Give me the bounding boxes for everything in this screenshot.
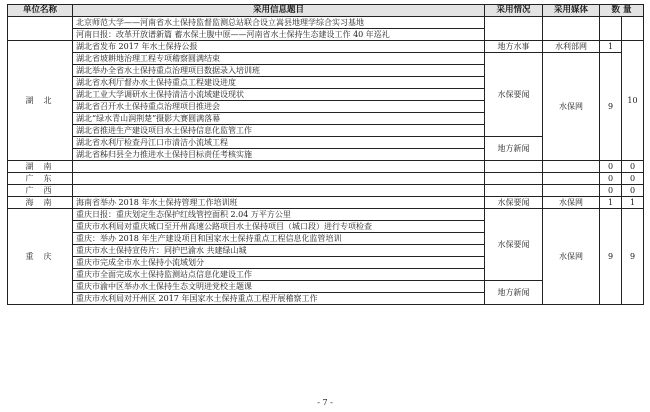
info-table xyxy=(7,4,644,305)
count-cell: 1 xyxy=(600,197,622,209)
title-cell: 重庆市渝中区举办水土保持生态文明进党校主题课 xyxy=(73,281,485,293)
title-cell xyxy=(73,161,485,173)
title-cell: 湖北省推进生产建设项目水土保持信息化监管工作 xyxy=(73,125,485,137)
table-row xyxy=(8,161,644,173)
media-cell: 水保网 xyxy=(543,209,600,305)
title-cell: 湖北省秭归县全力推进水土保持目标责任考核实施 xyxy=(73,149,485,161)
title-cell: 河南日报：改革开放谱新篇 蓄水保土腹中原——河南省水土保持生态建设工作 40 年巡礼 xyxy=(73,29,485,41)
table-row xyxy=(8,41,644,53)
situation-cell xyxy=(485,173,543,185)
media-cell xyxy=(543,173,600,185)
title-cell: 湖北省发布 2017 年水土保持公报 xyxy=(73,41,485,53)
header-unit: 单位名称 xyxy=(8,5,73,17)
header-media: 采用媒体 xyxy=(543,5,600,17)
situation-cell: 地方新闻 xyxy=(485,137,543,161)
count-cell: 9 xyxy=(600,53,622,161)
title-cell: 湖北省水利厅督办水土保持重点工程建设进度 xyxy=(73,77,485,89)
count-cell xyxy=(600,17,622,41)
total-cell: 0 xyxy=(622,173,644,185)
media-cell xyxy=(543,185,600,197)
unit-cell-guangdong: 广东 xyxy=(8,173,73,185)
header-situation: 采用情况 xyxy=(485,5,543,17)
title-cell: 北京师范大学——河南省水土保持监督监测总站联合设立嵩县地理学综合实习基地 xyxy=(73,17,485,29)
title-cell: 湖北省坡耕地治理工程专项稽察圆满结束 xyxy=(73,53,485,65)
title-cell: 重庆市全面完成水土保持监测站点信息化建设工作 xyxy=(73,269,485,281)
title-cell: 重庆市完成全市水土保持小流域划分 xyxy=(73,257,485,269)
total-cell: 0 xyxy=(622,161,644,173)
table-row xyxy=(8,173,644,185)
situation-cell: 水保要闻 xyxy=(485,197,543,209)
title-cell: 重庆市水利局对重庆城口至开州高速公路项目水土保持项目（城口段）进行专项检查 xyxy=(73,221,485,233)
unit-cell-guangxi: 广西 xyxy=(8,185,73,197)
title-cell: 重庆日报：重庆划定生态保护红线管控面积 2.04 万平方公里 xyxy=(73,209,485,221)
unit-cell-hubei: 湖北 xyxy=(8,41,73,161)
total-cell: 0 xyxy=(622,185,644,197)
situation-cell: 水保要闻 xyxy=(485,209,543,281)
title-cell: 重庆市水利局对开州区 2017 年国家水土保持重点工程开展稽察工作 xyxy=(73,293,485,305)
header-row xyxy=(8,5,644,17)
count-cell: 1 xyxy=(600,41,622,53)
total-cell xyxy=(622,17,644,41)
situation-cell: 地方水事 xyxy=(485,41,543,53)
unit-cell-chongqing: 重庆 xyxy=(8,209,73,305)
situation-cell xyxy=(485,17,543,41)
title-cell xyxy=(73,185,485,197)
title-cell xyxy=(73,173,485,185)
media-cell xyxy=(543,17,600,41)
situation-cell: 水保要闻 xyxy=(485,53,543,137)
title-cell: 湖北工业大学调研水土保持清洁小流域建设现状 xyxy=(73,89,485,101)
header-title: 采用信息题目 xyxy=(73,5,485,17)
count-cell: 0 xyxy=(600,161,622,173)
header-quantity: 数 量 xyxy=(600,5,644,17)
title-cell: 海南省举办 2018 年水土保持管理工作培训班 xyxy=(73,197,485,209)
table-row xyxy=(8,209,644,221)
unit-cell xyxy=(8,17,73,41)
total-cell: 9 xyxy=(622,209,644,305)
title-cell: 湖北省水利厅检查丹江口市清洁小流域工程 xyxy=(73,137,485,149)
media-cell: 水保网 xyxy=(543,197,600,209)
title-cell: 重庆：举办 2018 年生产建设项目和国家水土保持重点工程信息化监管培训 xyxy=(73,233,485,245)
title-cell: 重庆市水土保持宣传片：同护巴渝水 共建绿山城 xyxy=(73,245,485,257)
total-cell: 1 xyxy=(622,197,644,209)
title-cell: 湖北省召开水土保持重点治理项目推进会 xyxy=(73,101,485,113)
table-row xyxy=(8,185,644,197)
unit-cell-hunan: 湖南 xyxy=(8,161,73,173)
title-cell: 湖北“绿水青山润荆楚”摄影大赛圆满落幕 xyxy=(73,113,485,125)
situation-cell xyxy=(485,185,543,197)
unit-cell-hainan: 海南 xyxy=(8,197,73,209)
table-row xyxy=(8,17,644,29)
media-cell: 水保网 xyxy=(543,53,600,161)
page-number: - 7 - xyxy=(317,398,333,407)
table-row xyxy=(8,197,644,209)
count-cell: 0 xyxy=(600,185,622,197)
count-cell: 0 xyxy=(600,173,622,185)
total-cell: 10 xyxy=(622,41,644,161)
count-cell: 9 xyxy=(600,209,622,305)
media-cell: 水利部网 xyxy=(543,41,600,53)
situation-cell: 地方新闻 xyxy=(485,281,543,305)
table-row xyxy=(8,53,644,65)
media-cell xyxy=(543,161,600,173)
situation-cell xyxy=(485,161,543,173)
title-cell: 湖北举办全省水土保持重点治理项目数据录入培训班 xyxy=(73,65,485,77)
